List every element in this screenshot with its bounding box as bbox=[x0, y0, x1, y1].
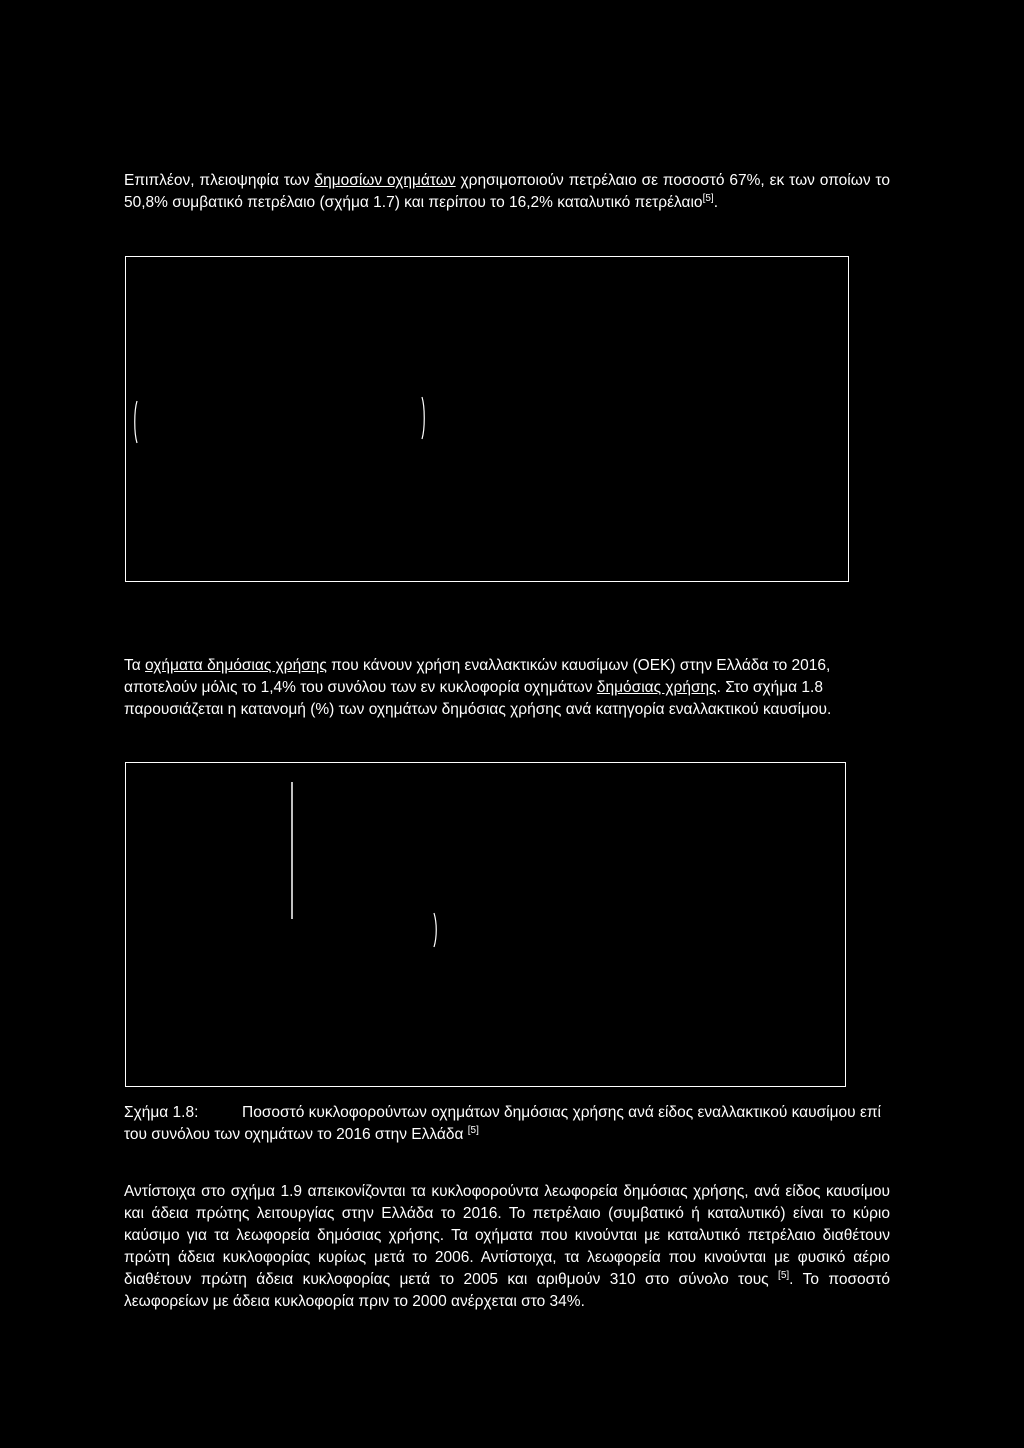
figure-1-7-frame bbox=[125, 256, 849, 582]
paragraph-text: . Στο σχήμα 1.8 παρουσιάζεται η κατανομή (%) των οχημάτων δημόσιας χρήσης ανά κατηγορία εναλλακτικού καυσίμου. bbox=[124, 679, 832, 718]
reference-marker: [5] bbox=[467, 1124, 479, 1136]
paragraph-alt-fuel bbox=[124, 655, 890, 721]
figure-1-8-frame bbox=[125, 762, 846, 1087]
paragraph-text: Αντίστοιχα στο σχήμα 1.9 απεικονίζονται τα κυκλοφορούντα λεωφορεία δημόσιας χρήσης, ανά είδος καυσίμου και άδεια πρώτης λειτουργίας στην Ελλάδα το 2016. Το πετρέλαιο (συμβατικό ή καταλυτικό) είναι το κύριο καύσιμο για τα λεωφορεία δημόσιας χρήσης. Τα οχήματα που κινούνται με καταλυτικό πετρέλαιο διαθέτουν πρώτη άδεια κυκλοφορίας κυρίως μετά το 2006. Αντίστοιχα, τα λεωφορεία που κινούνται με φυσικό αέριο διαθέτουν πρώτη άδεια κυκλοφορίας μετά το 2005 και αριθμούν 310 στο σύνολο τους bbox=[124, 1183, 890, 1288]
public-use-vehicles-link[interactable]: οχήματα δημόσιας χρήσης bbox=[145, 657, 327, 674]
caption-text: Ποσοστό κυκλοφορούντων οχημάτων δημόσιας χρήσης ανά είδος εναλλακτικού καυσίμου επί του συνόλου των οχημάτων το 2016 στην Ελλάδα bbox=[124, 1104, 881, 1143]
public-vehicles-link[interactable]: δημοσίων οχημάτων bbox=[314, 172, 456, 189]
paragraph-intro bbox=[124, 170, 890, 214]
paragraph-text: . Το ποσοστό λεωφορείων με άδεια κυκλοφορία πριν το 2000 ανέρχεται στο 34%. bbox=[124, 1271, 890, 1310]
paragraph-text: Τα bbox=[124, 657, 146, 674]
figure-1-7-graphic bbox=[126, 257, 850, 583]
reference-marker: [5] bbox=[702, 192, 714, 204]
paragraph-text: . bbox=[713, 194, 718, 211]
figure-1-8-caption bbox=[124, 1102, 890, 1146]
paragraph-text: που κάνουν χρήση εναλλακτικών καυσίμων (ΟΕΚ) στην Ελλάδα το 2016, αποτελούν μόλις το 1,4% του συνόλου των εν κυκλοφορία οχημάτων bbox=[124, 657, 831, 696]
figure-artifact-curve bbox=[135, 401, 137, 443]
figure-artifact-curve bbox=[422, 397, 424, 439]
paragraph-text: Επιπλέον, πλειοψηφία των bbox=[124, 172, 315, 189]
public-use-link[interactable]: δημόσιας χρήσης bbox=[596, 679, 717, 696]
reference-marker: [5] bbox=[778, 1269, 790, 1281]
figure-number: Σχήμα 1.8: bbox=[124, 1104, 199, 1121]
paragraph-text: χρησιμοποιούν πετρέλαιο σε ποσοστό 67%, εκ των οποίων το 50,8% συμβατικό πετρέλαιο (σχήμα 1.7) και περίπου το 16,2% καταλυτικό πετρέλαιο bbox=[124, 172, 890, 211]
figure-artifact-curve bbox=[434, 913, 436, 947]
paragraph-buses bbox=[124, 1181, 890, 1313]
figure-1-8-graphic bbox=[126, 763, 847, 1088]
